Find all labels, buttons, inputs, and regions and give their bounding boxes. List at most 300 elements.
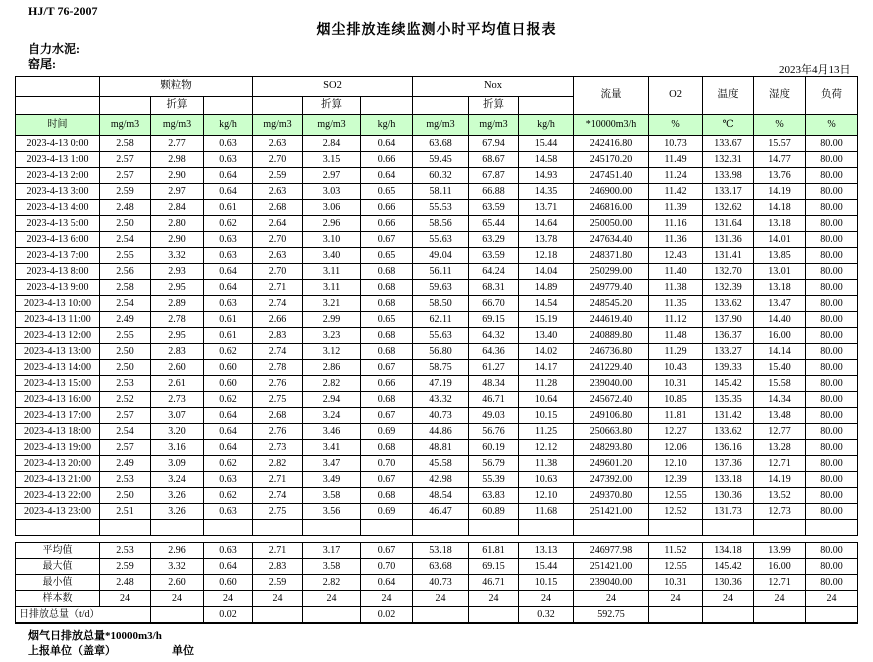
value-cell: 14.34 xyxy=(754,392,806,408)
value-cell: 0.62 xyxy=(204,456,253,472)
value-cell: 0.02 xyxy=(361,607,413,624)
value-cell: 2.84 xyxy=(151,200,204,216)
table-row xyxy=(16,488,858,504)
value-cell: 246816.00 xyxy=(574,200,649,216)
value-cell: 10.73 xyxy=(649,136,703,152)
time-cell: 2023-4-13 5:00 xyxy=(16,216,100,232)
value-cell: 2.64 xyxy=(253,216,303,232)
value-cell: 10.85 xyxy=(649,392,703,408)
value-cell: 59.45 xyxy=(413,152,469,168)
time-cell: 2023-4-13 12:00 xyxy=(16,328,100,344)
value-cell: 63.83 xyxy=(469,488,519,504)
value-cell: 0.68 xyxy=(361,392,413,408)
value-cell: 2.57 xyxy=(100,152,151,168)
value-cell: 64.36 xyxy=(469,344,519,360)
table-row xyxy=(16,360,858,376)
value-cell: 251421.00 xyxy=(574,504,649,520)
value-cell: 0.63 xyxy=(204,152,253,168)
value-cell: 2.50 xyxy=(100,216,151,232)
value-cell: 2.52 xyxy=(100,392,151,408)
value-cell: 137.36 xyxy=(703,456,754,472)
table-row xyxy=(16,456,858,472)
value-cell: 0.66 xyxy=(361,152,413,168)
value-cell: 2.50 xyxy=(100,488,151,504)
value-cell: 130.36 xyxy=(703,488,754,504)
value-cell: 239040.00 xyxy=(574,376,649,392)
value-cell: 249370.80 xyxy=(574,488,649,504)
value-cell: 3.56 xyxy=(303,504,361,520)
value-cell: 14.19 xyxy=(754,472,806,488)
value-cell: 12.73 xyxy=(754,504,806,520)
value-cell: 11.39 xyxy=(649,200,703,216)
value-cell: 2.71 xyxy=(253,543,303,559)
value-cell: 66.70 xyxy=(469,296,519,312)
value-cell: 14.54 xyxy=(519,296,574,312)
value-cell: 3.26 xyxy=(151,504,204,520)
value-cell: 132.70 xyxy=(703,264,754,280)
time-cell: 2023-4-13 2:00 xyxy=(16,168,100,184)
value-cell: 80.00 xyxy=(806,376,858,392)
value-cell: 10.31 xyxy=(649,376,703,392)
time-cell: 2023-4-13 15:00 xyxy=(16,376,100,392)
value-cell: 0.63 xyxy=(204,543,253,559)
value-cell: 133.62 xyxy=(703,296,754,312)
value-cell: 2.76 xyxy=(253,424,303,440)
value-cell xyxy=(703,607,754,624)
time-cell: 2023-4-13 19:00 xyxy=(16,440,100,456)
value-cell: 0.64 xyxy=(361,575,413,591)
value-cell: 11.49 xyxy=(649,152,703,168)
value-cell: 250663.80 xyxy=(574,424,649,440)
value-cell: 3.03 xyxy=(303,184,361,200)
value-cell: 3.23 xyxy=(303,328,361,344)
value-cell: 14.40 xyxy=(754,312,806,328)
value-cell: 2.59 xyxy=(253,168,303,184)
summary-label: 平均值 xyxy=(16,543,100,559)
value-cell: 80.00 xyxy=(806,200,858,216)
value-cell: 11.38 xyxy=(649,280,703,296)
value-cell: 63.59 xyxy=(469,248,519,264)
value-cell: 13.48 xyxy=(754,408,806,424)
value-cell: 12.10 xyxy=(519,488,574,504)
value-cell: 40.73 xyxy=(413,408,469,424)
value-cell: 49.04 xyxy=(413,248,469,264)
value-cell: 0.66 xyxy=(361,216,413,232)
value-cell: 15.58 xyxy=(754,376,806,392)
value-cell: 59.63 xyxy=(413,280,469,296)
value-cell: 14.14 xyxy=(754,344,806,360)
value-cell: 250050.00 xyxy=(574,216,649,232)
value-cell: 12.10 xyxy=(649,456,703,472)
table-row xyxy=(16,232,858,248)
time-cell: 2023-4-13 20:00 xyxy=(16,456,100,472)
value-cell: 2.57 xyxy=(100,168,151,184)
value-cell: 24 xyxy=(649,591,703,607)
value-cell: 24 xyxy=(703,591,754,607)
value-cell: 80.00 xyxy=(806,408,858,424)
value-cell: 80.00 xyxy=(806,280,858,296)
value-cell: 2.82 xyxy=(303,575,361,591)
unit-cell: % xyxy=(649,115,703,136)
summary-label: 日排放总量（t/d） xyxy=(16,607,151,624)
value-cell: 11.42 xyxy=(649,184,703,200)
value-cell: 80.00 xyxy=(806,472,858,488)
time-cell: 2023-4-13 14:00 xyxy=(16,360,100,376)
so2-converted-label: 折算 xyxy=(303,97,361,115)
value-cell: 62.11 xyxy=(413,312,469,328)
value-cell: 246900.00 xyxy=(574,184,649,200)
value-cell: 12.71 xyxy=(754,456,806,472)
value-cell: 0.64 xyxy=(204,408,253,424)
value-cell: 0.64 xyxy=(204,184,253,200)
table-row xyxy=(16,440,858,456)
value-cell: 2.58 xyxy=(100,136,151,152)
value-cell: 133.27 xyxy=(703,344,754,360)
value-cell: 12.77 xyxy=(754,424,806,440)
value-cell: 24 xyxy=(151,591,204,607)
value-cell: 56.11 xyxy=(413,264,469,280)
summary-row xyxy=(16,591,858,607)
value-cell xyxy=(806,520,858,536)
group-so2: SO2 xyxy=(253,77,413,97)
value-cell: 14.77 xyxy=(754,152,806,168)
value-cell: 3.06 xyxy=(303,200,361,216)
value-cell: 135.35 xyxy=(703,392,754,408)
value-cell xyxy=(151,520,204,536)
value-cell: 14.89 xyxy=(519,280,574,296)
value-cell: 48.34 xyxy=(469,376,519,392)
summary-row xyxy=(16,607,858,624)
value-cell: 24 xyxy=(519,591,574,607)
value-cell: 0.68 xyxy=(361,280,413,296)
value-cell: 0.65 xyxy=(361,312,413,328)
value-cell: 15.44 xyxy=(519,559,574,575)
value-cell: 248293.80 xyxy=(574,440,649,456)
value-cell: 68.31 xyxy=(469,280,519,296)
value-cell: 55.53 xyxy=(413,200,469,216)
value-cell: 13.52 xyxy=(754,488,806,504)
value-cell: 12.27 xyxy=(649,424,703,440)
value-cell: 0.62 xyxy=(204,344,253,360)
value-cell: 2.53 xyxy=(100,472,151,488)
value-cell: 2.73 xyxy=(253,440,303,456)
value-cell: 67.87 xyxy=(469,168,519,184)
value-cell: 133.62 xyxy=(703,424,754,440)
value-cell: 134.18 xyxy=(703,543,754,559)
standard-code: HJ/T 76-2007 xyxy=(28,4,98,18)
value-cell: 80.00 xyxy=(806,184,858,200)
value-cell: 132.31 xyxy=(703,152,754,168)
value-cell: 2.54 xyxy=(100,232,151,248)
value-cell: 55.63 xyxy=(413,328,469,344)
value-cell: 3.49 xyxy=(303,472,361,488)
value-cell: 2.99 xyxy=(303,312,361,328)
value-cell: 2.53 xyxy=(100,376,151,392)
value-cell: 46.47 xyxy=(413,504,469,520)
value-cell: 0.60 xyxy=(204,360,253,376)
value-cell: 80.00 xyxy=(806,392,858,408)
value-cell: 11.36 xyxy=(649,232,703,248)
value-cell xyxy=(100,520,151,536)
value-cell: 2.49 xyxy=(100,312,151,328)
col-flow: 流量 xyxy=(574,77,649,115)
value-cell: 0.68 xyxy=(361,296,413,312)
value-cell: 0.64 xyxy=(361,136,413,152)
value-cell: 80.00 xyxy=(806,168,858,184)
value-cell: 13.40 xyxy=(519,328,574,344)
value-cell: 80.00 xyxy=(806,136,858,152)
time-cell: 2023-4-13 4:00 xyxy=(16,200,100,216)
value-cell: 0.67 xyxy=(361,408,413,424)
time-cell: 2023-4-13 23:00 xyxy=(16,504,100,520)
value-cell: 11.12 xyxy=(649,312,703,328)
value-cell: 2.86 xyxy=(303,360,361,376)
report-date: 2023年4月13日 xyxy=(779,64,851,76)
value-cell: 2.48 xyxy=(100,575,151,591)
value-cell: 2.58 xyxy=(100,280,151,296)
time-cell: 2023-4-13 16:00 xyxy=(16,392,100,408)
value-cell xyxy=(413,520,469,536)
value-cell: 64.24 xyxy=(469,264,519,280)
value-cell: 13.76 xyxy=(754,168,806,184)
value-cell: 2.57 xyxy=(100,408,151,424)
value-cell: 67.94 xyxy=(469,136,519,152)
unit-cell: mg/m3 xyxy=(100,115,151,136)
time-cell: 2023-4-13 10:00 xyxy=(16,296,100,312)
value-cell: 24 xyxy=(574,591,649,607)
value-cell: 249601.20 xyxy=(574,456,649,472)
value-cell: 0.70 xyxy=(361,559,413,575)
value-cell: 240889.80 xyxy=(574,328,649,344)
value-cell: 247451.40 xyxy=(574,168,649,184)
value-cell: 3.20 xyxy=(151,424,204,440)
value-cell: 2.90 xyxy=(151,232,204,248)
header-row-groups xyxy=(16,77,858,97)
value-cell: 0.62 xyxy=(204,392,253,408)
value-cell: 14.17 xyxy=(519,360,574,376)
value-cell: 80.00 xyxy=(806,248,858,264)
table-row xyxy=(16,296,858,312)
value-cell: 55.63 xyxy=(413,232,469,248)
value-cell: 11.81 xyxy=(649,408,703,424)
value-cell: 0.64 xyxy=(204,264,253,280)
summary-label: 最大值 xyxy=(16,559,100,575)
col-humidity: 湿度 xyxy=(754,77,806,115)
value-cell: 2.55 xyxy=(100,248,151,264)
value-cell: 56.79 xyxy=(469,456,519,472)
value-cell: 15.40 xyxy=(754,360,806,376)
value-cell: 53.18 xyxy=(413,543,469,559)
value-cell: 11.24 xyxy=(649,168,703,184)
value-cell: 2.70 xyxy=(253,232,303,248)
value-cell: 0.64 xyxy=(204,440,253,456)
value-cell: 0.63 xyxy=(204,248,253,264)
summary-row xyxy=(16,575,858,591)
value-cell: 247634.40 xyxy=(574,232,649,248)
value-cell: 250299.00 xyxy=(574,264,649,280)
value-cell: 12.18 xyxy=(519,248,574,264)
table-row xyxy=(16,392,858,408)
summary-label: 最小值 xyxy=(16,575,100,591)
table-row xyxy=(16,328,858,344)
value-cell: 0.63 xyxy=(204,504,253,520)
value-cell: 2.61 xyxy=(151,376,204,392)
table-row xyxy=(16,472,858,488)
unit-cell: mg/m3 xyxy=(253,115,303,136)
time-cell: 2023-4-13 9:00 xyxy=(16,280,100,296)
unit-cell: kg/h xyxy=(519,115,574,136)
value-cell: 14.04 xyxy=(519,264,574,280)
value-cell: 24 xyxy=(754,591,806,607)
value-cell: 2.48 xyxy=(100,200,151,216)
value-cell: 2.51 xyxy=(100,504,151,520)
value-cell: 80.00 xyxy=(806,296,858,312)
value-cell: 47.19 xyxy=(413,376,469,392)
value-cell: 145.42 xyxy=(703,376,754,392)
value-cell: 80.00 xyxy=(806,543,858,559)
value-cell: 3.46 xyxy=(303,424,361,440)
value-cell: 249106.80 xyxy=(574,408,649,424)
col-temperature: 温度 xyxy=(703,77,754,115)
value-cell: 0.68 xyxy=(361,440,413,456)
value-cell: 44.86 xyxy=(413,424,469,440)
value-cell: 2.50 xyxy=(100,344,151,360)
value-cell: 2.63 xyxy=(253,136,303,152)
value-cell: 11.35 xyxy=(649,296,703,312)
value-cell: 3.17 xyxy=(303,543,361,559)
time-cell: 2023-4-13 6:00 xyxy=(16,232,100,248)
page-title: 烟尘排放连续监测小时平均值日报表 xyxy=(316,23,557,38)
value-cell: 132.39 xyxy=(703,280,754,296)
value-cell: 2.63 xyxy=(253,184,303,200)
value-cell xyxy=(413,607,469,624)
col-o2: O2 xyxy=(649,77,703,115)
value-cell: 13.71 xyxy=(519,200,574,216)
value-cell: 245170.20 xyxy=(574,152,649,168)
value-cell: 16.00 xyxy=(754,559,806,575)
unit-label: 单位 xyxy=(172,645,194,657)
value-cell: 2.74 xyxy=(253,296,303,312)
table-row xyxy=(16,136,858,152)
hourly-data-rows xyxy=(16,136,858,536)
value-cell: 0.60 xyxy=(204,575,253,591)
value-cell: 10.31 xyxy=(649,575,703,591)
value-cell xyxy=(303,520,361,536)
value-cell: 14.19 xyxy=(754,184,806,200)
time-cell: 2023-4-13 21:00 xyxy=(16,472,100,488)
value-cell: 3.15 xyxy=(303,152,361,168)
value-cell: 3.32 xyxy=(151,248,204,264)
value-cell: 133.17 xyxy=(703,184,754,200)
value-cell: 0.02 xyxy=(204,607,253,624)
value-cell: 3.26 xyxy=(151,488,204,504)
table-row xyxy=(16,152,858,168)
value-cell xyxy=(469,607,519,624)
value-cell: 45.58 xyxy=(413,456,469,472)
value-cell: 58.75 xyxy=(413,360,469,376)
table-row xyxy=(16,408,858,424)
time-header: 时间 xyxy=(16,115,100,136)
col-load: 负荷 xyxy=(806,77,858,115)
value-cell: 2.96 xyxy=(303,216,361,232)
value-cell: 10.43 xyxy=(649,360,703,376)
reporting-unit-stamp-label: 上报单位（盖章） xyxy=(28,645,116,657)
value-cell: 60.89 xyxy=(469,504,519,520)
unit-cell: kg/h xyxy=(204,115,253,136)
value-cell: 58.56 xyxy=(413,216,469,232)
unit-cell: mg/m3 xyxy=(151,115,204,136)
value-cell: 2.71 xyxy=(253,280,303,296)
value-cell xyxy=(754,607,806,624)
value-cell: 80.00 xyxy=(806,456,858,472)
value-cell: 2.90 xyxy=(151,168,204,184)
value-cell: 48.81 xyxy=(413,440,469,456)
time-cell: 2023-4-13 17:00 xyxy=(16,408,100,424)
value-cell: 2.98 xyxy=(151,152,204,168)
value-cell: 10.64 xyxy=(519,392,574,408)
value-cell: 14.18 xyxy=(754,200,806,216)
value-cell xyxy=(649,520,703,536)
value-cell: 130.36 xyxy=(703,575,754,591)
time-cell: 2023-4-13 8:00 xyxy=(16,264,100,280)
value-cell: 2.84 xyxy=(303,136,361,152)
value-cell: 0.67 xyxy=(361,543,413,559)
value-cell: 0.63 xyxy=(204,136,253,152)
value-cell: 137.90 xyxy=(703,312,754,328)
value-cell: 80.00 xyxy=(806,440,858,456)
value-cell: 80.00 xyxy=(806,360,858,376)
value-cell: 2.71 xyxy=(253,472,303,488)
value-cell: 2.97 xyxy=(151,184,204,200)
value-cell: 12.39 xyxy=(649,472,703,488)
time-col-spacer xyxy=(16,97,100,115)
value-cell: 241229.40 xyxy=(574,360,649,376)
value-cell: 2.60 xyxy=(151,575,204,591)
value-cell: 0.61 xyxy=(204,312,253,328)
value-cell: 14.93 xyxy=(519,168,574,184)
value-cell xyxy=(519,520,574,536)
value-cell: 48.54 xyxy=(413,488,469,504)
value-cell: 133.18 xyxy=(703,472,754,488)
unit-cell: *10000m3/h xyxy=(574,115,649,136)
value-cell: 68.67 xyxy=(469,152,519,168)
value-cell: 80.00 xyxy=(806,575,858,591)
value-cell: 2.82 xyxy=(303,376,361,392)
report-table-area xyxy=(15,76,857,624)
value-cell: 80.00 xyxy=(806,264,858,280)
value-cell: 24 xyxy=(100,591,151,607)
value-cell: 13.28 xyxy=(754,440,806,456)
company-label: 自力水泥: xyxy=(28,42,80,56)
table-row xyxy=(16,200,858,216)
value-cell: 14.58 xyxy=(519,152,574,168)
value-cell: 2.96 xyxy=(151,543,204,559)
table-row xyxy=(16,264,858,280)
value-cell: 0.62 xyxy=(204,216,253,232)
value-cell: 80.00 xyxy=(806,344,858,360)
value-cell: 11.16 xyxy=(649,216,703,232)
value-cell: 60.32 xyxy=(413,168,469,184)
value-cell: 61.81 xyxy=(469,543,519,559)
value-cell: 3.47 xyxy=(303,456,361,472)
value-cell: 24 xyxy=(253,591,303,607)
value-cell: 2.60 xyxy=(151,360,204,376)
value-cell: 0.68 xyxy=(361,328,413,344)
value-cell: 2.73 xyxy=(151,392,204,408)
value-cell: 12.12 xyxy=(519,440,574,456)
pm-converted-label: 折算 xyxy=(151,97,204,115)
value-cell: 3.11 xyxy=(303,264,361,280)
